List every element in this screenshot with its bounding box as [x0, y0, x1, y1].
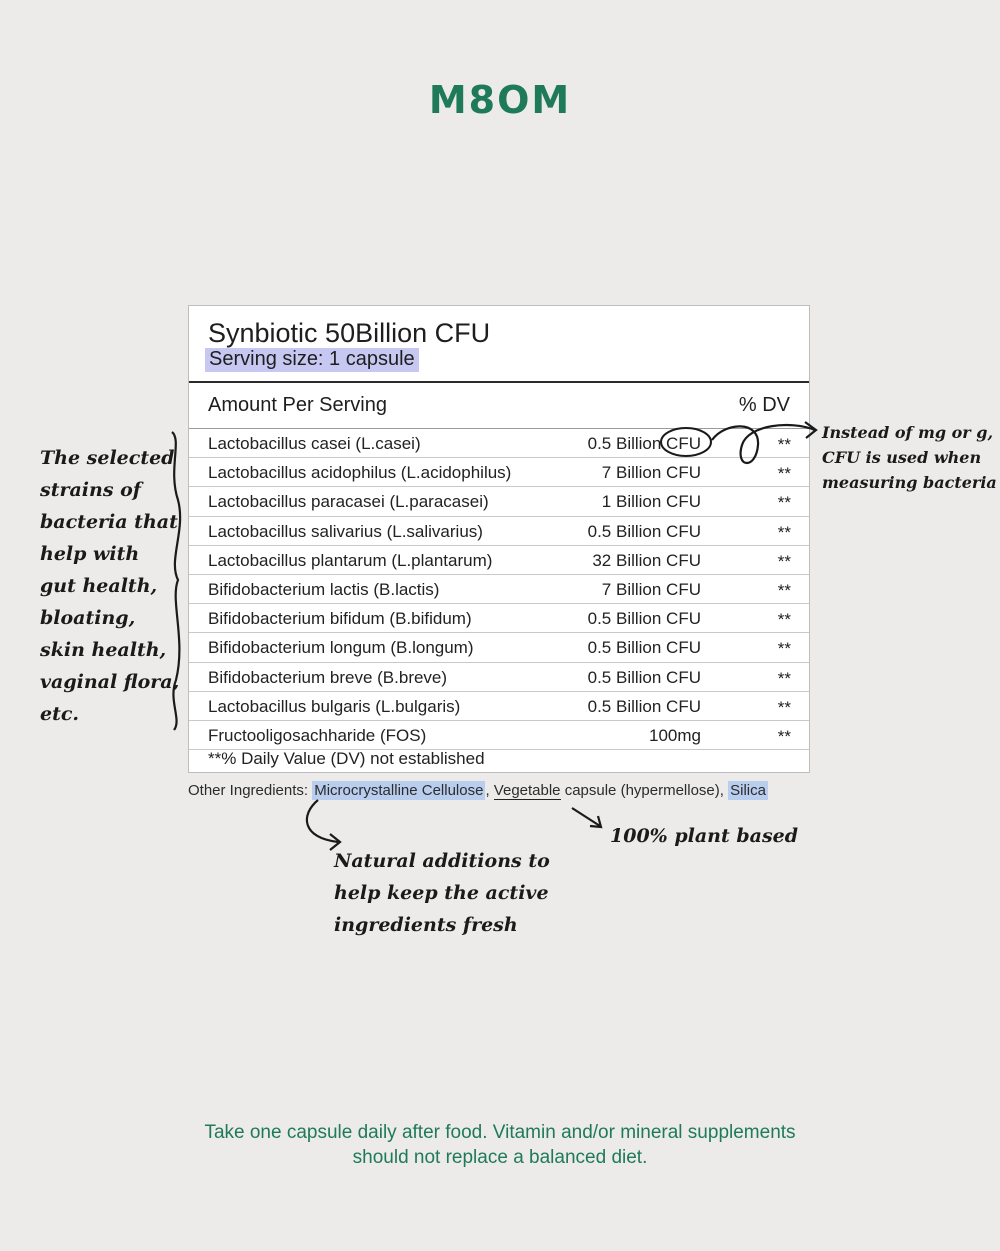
ingredient-name: Lactobacillus bulgaris (L.bulgaris) — [208, 696, 461, 716]
ingredient-name: Lactobacillus paracasei (L.paracasei) — [208, 492, 489, 512]
ingredient-name: Lactobacillus salivarius (L.salivarius) — [208, 521, 483, 541]
ingredient-dv: ** — [777, 435, 791, 454]
usage-line-2: should not replace a balanced diet. — [352, 1147, 648, 1168]
ingredient-amount: 100mg — [649, 725, 701, 745]
ingredient-amount: 7 Billion CFU — [601, 579, 701, 599]
ingredient-dv: ** — [777, 464, 791, 484]
annotation-strains: The selected strains of bacteria that help with gut health, bloating, skin health, vaginal flora, etc. — [40, 447, 180, 725]
ingredient-dv: ** — [777, 493, 791, 513]
usage-instructions — [0, 1120, 1000, 1170]
ingredients-prefix: Other Ingredients: — [188, 782, 313, 799]
ingredient-name: Fructooligosachharide (FOS) — [208, 725, 427, 745]
ingredient-row — [189, 487, 809, 516]
supplement-facts-label — [188, 305, 810, 773]
ingredient-row — [189, 633, 809, 662]
ingredient-rows — [189, 428, 809, 750]
ingredient-row — [189, 721, 809, 750]
serving-size: Serving size: 1 capsule — [205, 348, 419, 372]
ingredient-vegetable-capsule: capsule (hypermellose), — [560, 782, 729, 799]
annotation-plant-based: 100% plant based — [610, 825, 799, 847]
ingredient-dv: ** — [777, 610, 791, 630]
usage-line-1: Take one capsule daily after food. Vitamin and/or mineral supplements — [204, 1122, 796, 1143]
ingredient-row — [189, 663, 809, 692]
ingredient-dv: ** — [777, 697, 791, 717]
ingredient-name: Bifidobacterium longum (B.longum) — [208, 638, 474, 658]
dv-footnote: **% Daily Value (DV) not established — [208, 749, 485, 768]
ingredient-silica: Silica — [730, 782, 766, 799]
ingredient-separator: , — [485, 782, 494, 799]
ingredient-amount: 0.5 Billion CFU — [587, 667, 701, 687]
ingredient-name: Lactobacillus acidophilus (L.acidophilus) — [208, 463, 512, 483]
ingredient-dv: ** — [777, 580, 791, 600]
brand-logo: M8OM — [428, 78, 572, 122]
product-title: Synbiotic 50Billion CFU — [208, 318, 491, 348]
ingredient-dv: ** — [777, 551, 791, 571]
thick-divider — [189, 381, 809, 383]
ingredient-vegetable-word: Vegetable — [493, 782, 561, 799]
ingredient-amount: 0.5 Billion CFU — [587, 521, 701, 541]
natural-arrow-mark — [307, 800, 338, 842]
ingredient-dv: ** — [777, 668, 791, 688]
ingredient-row — [189, 517, 809, 546]
ingredient-row — [189, 546, 809, 575]
ingredient-amount: 0.5 Billion CFU — [587, 696, 701, 716]
ingredient-microcrystalline-cellulose: Microcrystalline Cellulose — [314, 782, 484, 799]
ingredient-row — [189, 692, 809, 721]
annotation-cfu: Instead of mg or g, CFU is used when measuring bacteria — [822, 423, 997, 492]
ingredient-amount: 1 Billion CFU — [601, 492, 701, 512]
ingredient-amount: 0.5 Billion CFU — [587, 434, 701, 453]
ingredient-dv: ** — [777, 726, 791, 746]
ingredient-row — [189, 429, 809, 458]
ingredient-dv: ** — [777, 522, 791, 542]
ingredient-row — [189, 575, 809, 604]
annotation-natural-additions: Natural additions to help keep the active ingredients fresh — [334, 850, 550, 936]
other-ingredients — [188, 782, 768, 799]
ingredient-name: Lactobacillus casei (L.casei) — [208, 434, 421, 453]
ingredient-row — [189, 458, 809, 487]
ingredient-name: Bifidobacterium lactis (B.lactis) — [208, 579, 440, 599]
ingredient-name: Bifidobacterium breve (B.breve) — [208, 667, 448, 687]
ingredient-amount: 32 Billion CFU — [592, 550, 701, 570]
ingredient-dv: ** — [777, 639, 791, 659]
ingredient-name: Lactobacillus plantarum (L.plantarum) — [208, 550, 493, 570]
ingredient-name: Bifidobacterium bifidum (B.bifidum) — [208, 609, 472, 629]
ingredient-amount: 7 Billion CFU — [601, 463, 701, 483]
plant-arrowhead-mark — [590, 816, 601, 827]
daily-value-header: % DV — [738, 394, 790, 416]
ingredient-amount: 0.5 Billion CFU — [587, 609, 701, 629]
ingredient-row — [189, 604, 809, 633]
amount-per-serving-header: Amount Per Serving — [208, 394, 387, 416]
plant-arrow-mark — [572, 808, 600, 826]
ingredient-amount: 0.5 Billion CFU — [587, 638, 701, 658]
